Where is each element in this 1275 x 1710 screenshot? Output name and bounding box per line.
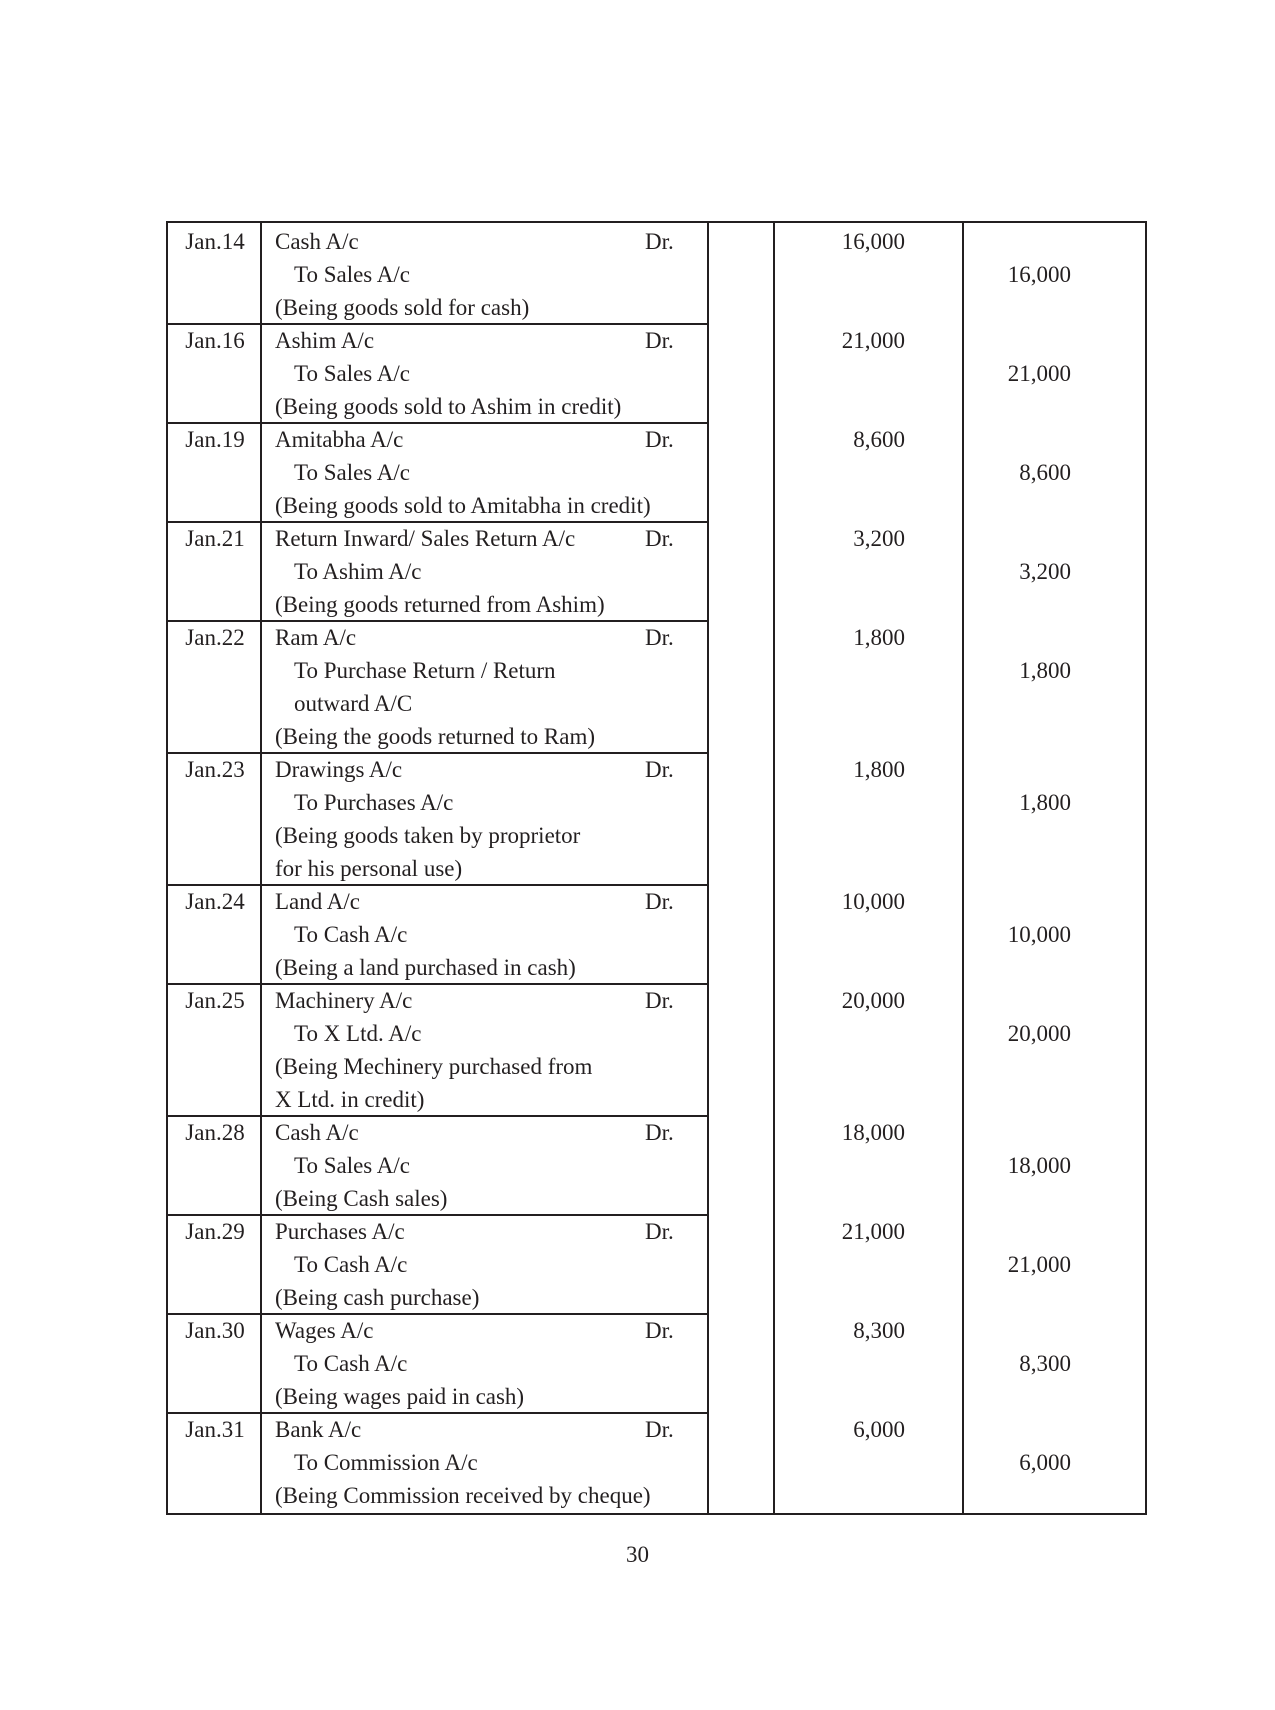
narration: (Being goods sold to Ashim in credit) xyxy=(275,394,622,419)
credit-amount: 21,000 xyxy=(1007,361,1071,386)
narration: (Being a land purchased in cash) xyxy=(275,955,576,980)
debit-account: Cash A/c xyxy=(275,229,359,254)
debit-amount: 3,200 xyxy=(853,526,905,551)
credit-account: To X Ltd. A/c xyxy=(294,1021,422,1046)
credit-amount: 10,000 xyxy=(1007,922,1071,947)
journal-entry xyxy=(168,1413,1145,1512)
entry-date: Jan.16 xyxy=(185,328,245,353)
entry-date: Jan.28 xyxy=(185,1120,245,1145)
credit-amount: 21,000 xyxy=(1007,1252,1071,1277)
page-number: 30 xyxy=(626,1542,649,1567)
narration: for his personal use) xyxy=(275,856,463,881)
debit-account: Drawings A/c xyxy=(275,757,403,782)
credit-amount: 1,800 xyxy=(1019,790,1071,815)
entry-date: Jan.31 xyxy=(185,1417,245,1442)
journal-entry xyxy=(168,885,1145,984)
debit-account: Ashim A/c xyxy=(275,328,375,353)
debit-amount: 1,800 xyxy=(853,757,905,782)
debit-amount: 18,000 xyxy=(841,1120,905,1145)
journal-entry xyxy=(168,621,1145,753)
debit-marker: Dr. xyxy=(645,328,674,353)
credit-account: To Cash A/c xyxy=(294,1252,408,1277)
debit-marker: Dr. xyxy=(645,229,674,254)
journal-entry xyxy=(168,522,1145,621)
debit-account: Ram A/c xyxy=(275,625,357,650)
journal-entry xyxy=(168,225,1145,324)
credit-account: To Cash A/c xyxy=(294,1351,408,1376)
entry-date: Jan.23 xyxy=(185,757,245,782)
debit-marker: Dr. xyxy=(645,889,674,914)
credit-account: To Ashim A/c xyxy=(294,559,422,584)
credit-account: To Purchases A/c xyxy=(294,790,454,815)
debit-amount: 16,000 xyxy=(841,229,905,254)
narration: (Being goods sold for cash) xyxy=(275,295,530,320)
entry-date: Jan.25 xyxy=(185,988,245,1013)
credit-amount: 6,000 xyxy=(1019,1450,1071,1475)
credit-amount: 8,600 xyxy=(1019,460,1071,485)
credit-amount: 16,000 xyxy=(1007,262,1071,287)
narration: (Being goods sold to Amitabha in credit) xyxy=(275,493,651,518)
debit-marker: Dr. xyxy=(645,1318,674,1343)
entry-date: Jan.24 xyxy=(185,889,245,914)
debit-amount: 21,000 xyxy=(841,328,905,353)
credit-account: To Sales A/c xyxy=(294,460,410,485)
entry-date: Jan.22 xyxy=(185,625,245,650)
narration: (Being Cash sales) xyxy=(275,1186,448,1211)
debit-marker: Dr. xyxy=(645,757,674,782)
debit-marker: Dr. xyxy=(645,625,674,650)
debit-amount: 21,000 xyxy=(841,1219,905,1244)
journal-entry xyxy=(168,1116,1145,1215)
credit-account: To Purchase Return / Return xyxy=(294,658,556,683)
narration: (Being Commission received by cheque) xyxy=(275,1483,651,1508)
debit-account: Purchases A/c xyxy=(275,1219,405,1244)
debit-amount: 6,000 xyxy=(853,1417,905,1442)
debit-amount: 20,000 xyxy=(841,988,905,1013)
credit-account: To Sales A/c xyxy=(294,361,410,386)
journal-entry xyxy=(168,753,1145,885)
debit-marker: Dr. xyxy=(645,1417,674,1442)
journal-entry xyxy=(168,423,1145,522)
credit-amount: 1,800 xyxy=(1019,658,1071,683)
entry-date: Jan.19 xyxy=(185,427,245,452)
credit-amount: 18,000 xyxy=(1007,1153,1071,1178)
credit-amount: 20,000 xyxy=(1007,1021,1071,1046)
journal-entry xyxy=(168,984,1145,1116)
credit-account: To Sales A/c xyxy=(294,262,410,287)
debit-account: Return Inward/ Sales Return A/c xyxy=(275,526,576,551)
narration: X Ltd. in credit) xyxy=(275,1087,425,1112)
narration: (Being goods returned from Ashim) xyxy=(275,592,605,617)
entry-date: Jan.14 xyxy=(185,229,245,254)
narration: (Being goods taken by proprietor xyxy=(275,823,581,848)
credit-account: To Cash A/c xyxy=(294,922,408,947)
debit-account: Amitabha A/c xyxy=(275,427,404,452)
journal-table xyxy=(166,221,1147,1515)
debit-account: Cash A/c xyxy=(275,1120,359,1145)
debit-amount: 8,600 xyxy=(853,427,905,452)
debit-amount: 1,800 xyxy=(853,625,905,650)
credit-amount: 3,200 xyxy=(1019,559,1071,584)
debit-account: Machinery A/c xyxy=(275,988,413,1013)
entry-date: Jan.30 xyxy=(185,1318,245,1343)
debit-amount: 8,300 xyxy=(853,1318,905,1343)
debit-account: Bank A/c xyxy=(275,1417,362,1442)
credit-account: outward A/C xyxy=(294,691,413,716)
narration: (Being cash purchase) xyxy=(275,1285,480,1310)
journal-entry xyxy=(168,1314,1145,1413)
debit-marker: Dr. xyxy=(645,988,674,1013)
debit-marker: Dr. xyxy=(645,526,674,551)
debit-marker: Dr. xyxy=(645,427,674,452)
debit-marker: Dr. xyxy=(645,1219,674,1244)
narration: (Being Mechinery purchased from xyxy=(275,1054,593,1079)
entry-date: Jan.21 xyxy=(185,526,245,551)
credit-amount: 8,300 xyxy=(1019,1351,1071,1376)
journal-entry xyxy=(168,1215,1145,1314)
narration: (Being the goods returned to Ram) xyxy=(275,724,596,749)
debit-amount: 10,000 xyxy=(841,889,905,914)
credit-account: To Commission A/c xyxy=(294,1450,478,1475)
entry-date: Jan.29 xyxy=(185,1219,245,1244)
debit-account: Wages A/c xyxy=(275,1318,374,1343)
debit-marker: Dr. xyxy=(645,1120,674,1145)
journal-entry xyxy=(168,324,1145,423)
debit-account: Land A/c xyxy=(275,889,360,914)
credit-account: To Sales A/c xyxy=(294,1153,410,1178)
narration: (Being wages paid in cash) xyxy=(275,1384,525,1409)
